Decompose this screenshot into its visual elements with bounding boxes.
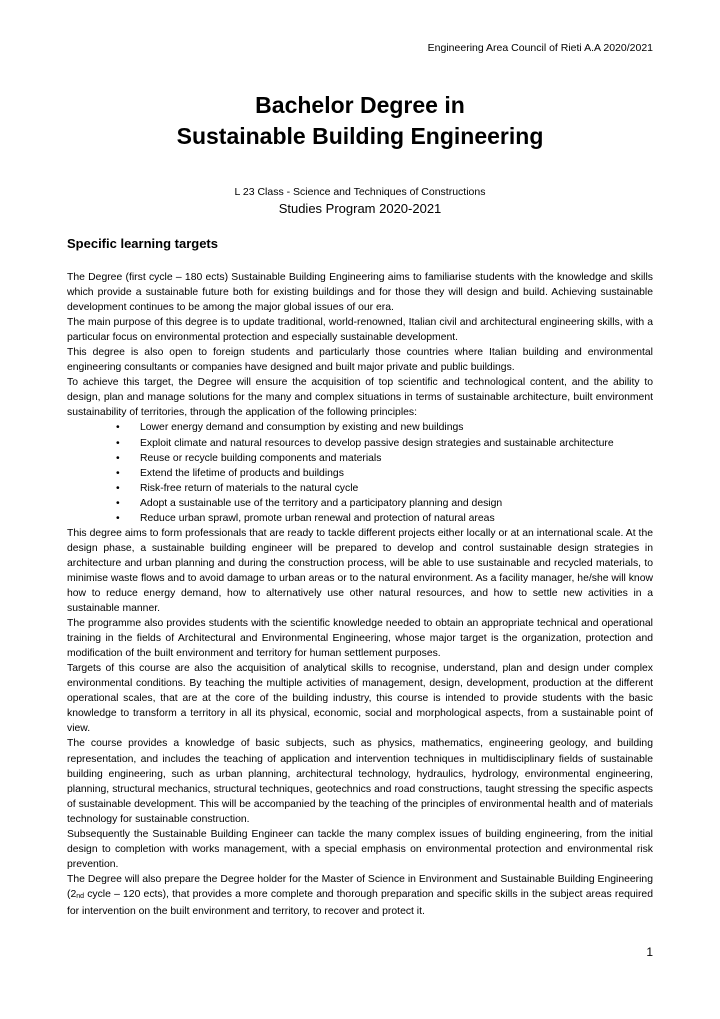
list-item-text: Adopt a sustainable use of the territory and a participatory planning and design [140,497,503,509]
list-item [116,420,653,435]
paragraph: Targets of this course are also the acquisition of analytical skills to recognise, understand, plan and design under complex environmental conditions. By teaching the multiple activities of management, design, development, production at the different operational scales, that are at the core of the building industry, this course is intended to provide students with the basic knowledge to transform a territory in all its physical, economic, social and morphological aspects, from a sustainable point of view. [67,663,653,735]
paragraph [67,872,653,919]
document-body [67,270,653,919]
page-number: 1 [646,945,653,959]
bullet-icon: • [116,452,120,464]
paragraph: The programme also provides students with the scientific knowledge needed to obtain an appropriate technical and operational training in the fields of Architectural and Environmental Engineering, whose major target is the organization, protection and modification of the built environment and territory for human settlement purposes. [67,618,653,660]
principles-list [67,420,653,525]
paragraph-text: The Degree will also prepare the Degree holder for the Master of Science in Environment and Sustainable Building Engineering (2 [67,873,653,900]
bullet-icon: • [116,467,120,479]
document-header: Engineering Area Council of Rieti A.A 2020/2021 [427,42,653,54]
paragraph: This degree is also open to foreign students and particularly those countries where Italian building and environmental engineering consultants or companies have designed and built major private and public buildings. [67,347,653,374]
list-item [116,511,653,526]
list-item [116,451,653,466]
list-item [116,436,653,451]
section-heading: Specific learning targets [67,236,218,251]
studies-program: Studies Program 2020-2021 [278,201,442,216]
list-item-text: Exploit climate and natural resources to develop passive design strategies and sustainable architecture [140,437,614,449]
list-item-text: Risk-free return of materials to the natural cycle [140,482,359,494]
paragraph: This degree aims to form professionals that are ready to tackle different projects either locally or at an international scale. At the design phase, a sustainable building engineer will be prepared to develop and control sustainable design strategies in architecture and urban planning and during the construction process, will be able to use sustainable and recycled materials, to minimise waste flows and to avoid damage to urban areas or to the natural environment. As a facility manager, he/she will know how to reduce energy demand, how to alternatively use other natural resources, and how to settle new activities in a sustainable manner. [67,527,653,615]
paragraph: The main purpose of this degree is to update traditional, world-renowned, Italian civil and architectural engineering skills, with a particular focus on environmental protection and especially sustainable development. [67,317,653,344]
list-item-text: Lower energy demand and consumption by existing and new buildings [140,422,464,434]
bullet-icon: • [116,512,120,524]
bullet-icon: • [116,422,120,434]
list-item-text: Extend the lifetime of products and buildings [140,467,344,479]
list-item [116,466,653,481]
bullet-icon: • [116,497,120,509]
list-item-text: Reuse or recycle building components and materials [140,452,382,464]
paragraph: The course provides a knowledge of basic subjects, such as physics, mathematics, engineering geology, and building representation, and includes the teaching of application and intervention techniques in multidisciplinary fields of sustainable building engineering, such as urban planning, architectural technology, hydraulics, hydrology, environmental engineering, planning, structural mechanics, structural techniques, geotechnics and road constructions, taught stressing the specific aspects of sustainable development. This will be accompanied by the teaching of the principles of environmental health and of materials technology for sustainable construction. [67,738,653,825]
ordinal-suffix: nd [76,892,85,900]
document-title [0,90,720,152]
degree-class: L 23 Class - Science and Techniques of Constructions [234,186,486,198]
paragraph: To achieve this target, the Degree will ensure the acquisition of top scientific and technological content, and the ability to design, plan and manage solutions for the many and complex situations in terms of sustainable architecture, built environment sustainability of territories, through the application of the following principles: [67,377,653,419]
title-line-1: Bachelor Degree in [255,92,465,118]
paragraph: Subsequently the Sustainable Building Engineer can tackle the many complex issues of building engineering, from the initial design to completion with works management, with a special emphasis on environmental protection and environmental risk prevention. [67,828,653,870]
bullet-icon: • [116,437,120,449]
list-item [116,481,653,496]
list-item-text: Reduce urban sprawl, promote urban renewal and protection of natural areas [140,512,495,524]
title-line-2: Sustainable Building Engineering [176,123,544,149]
bullet-icon: • [116,482,120,494]
paragraph-text: cycle – 120 ects), that provides a more complete and thorough preparation and specific skills in the subject areas required for intervention on the built environment and territory, to recover and protect it. [67,888,653,917]
paragraph: The Degree (first cycle – 180 ects) Sustainable Building Engineering aims to familiarise students with the knowledge and skills which provide a sustainable future both for existing buildings and for those they will design and build. Achieving sustainable development continues to be among the major global issues of our era. [67,272,653,314]
list-item [116,496,653,511]
